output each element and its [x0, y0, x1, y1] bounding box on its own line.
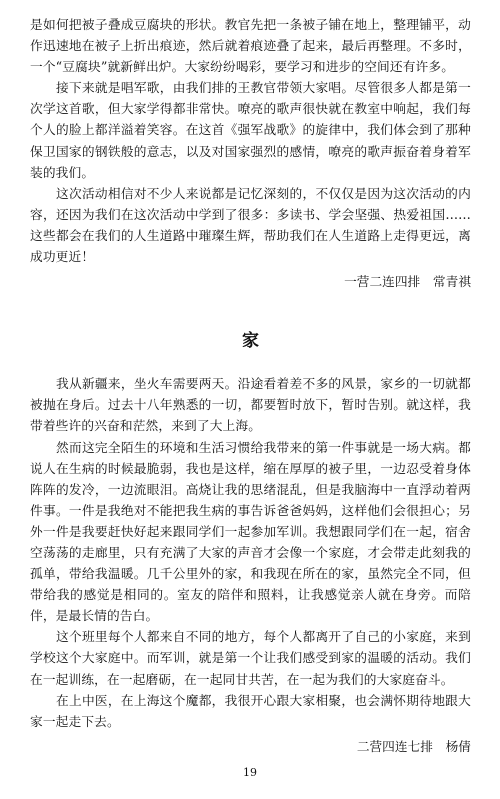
essay-2-paragraph-4: 在上中医，在上海这个魔都，我很开心跟大家相聚，也会满怀期待地跟大家一起走下去。	[30, 692, 471, 729]
essay-2-title: 家	[242, 331, 259, 352]
essay-1	[30, 14, 471, 292]
essay-1-signature: 一营二连四排 常青祺	[344, 274, 471, 290]
essay-2-signature: 二营四连七排 杨倩	[356, 738, 471, 754]
essay-1-paragraph-3: 这次活动相信对不少人来说都是记忆深刻的，不仅仅是因为这次活动的内容，还因为我们在这次活动中学到了很多：多读书、学会坚强、热爱祖国……这些都会在我们的人生道路中璀璨生辉，帮助我们在人生道路上走得更远，离成功更近！	[30, 185, 471, 265]
essay-1-paragraph-2: 接下来就是唱军歌，由我们排的王教官带领大家唱。尽管很多人都是第一次学这首歌，但大家学得都非常快。嘹亮的歌声很快就在教室中响起，我们每个人的脸上都洋溢着笑容。在这首《强军战歌》的旋律中，我们体会到了那种保卫国家的钢铁般的意志，以及对国家强烈的感情，嘹亮的歌声振奋着身着军装的我们。	[30, 80, 471, 180]
page-content	[30, 14, 471, 757]
essay-2-paragraph-2: 然而这完全陌生的环境和生活习惯给我带来的第一件事就是一场大病。都说人在生病的时候最脆弱，我也是这样，缩在厚厚的被子里，一边忍受着身体阵阵的发冷，一边流眼泪。高烧让我的思绪混乱，但是我脑海中一直浮动着两件事。一件是我绝对不能把我生病的事告诉爸爸妈妈，这样他们会很担心；另外一件是我要赶快好起来跟同学们一起参加军训。我想跟同学们在一起，宿舍空荡荡的走廊里，只有充满了大家的声音才会像一个家庭，才会带走此刻我的孤单，带给我温暖。几千公里外的家，和我现在所在的家，虽然完全不同，但带给我的感觉是相同的。室友的陪伴和照料，让我感觉亲人就在身旁。而陪伴，是最长情的告白。	[30, 439, 471, 624]
essay-2-paragraph-1: 我从新疆来，坐火车需要两天。沿途看着差不多的风景，家乡的一切就都被抛在身后。过去十八年熟悉的一切，都要暂时放下，暂时告别。就这样，我带着些许的兴奋和茫然，来到了大上海。	[30, 376, 471, 434]
page-number: 19	[243, 766, 257, 779]
essay-1-paragraph-1: 是如何把被子叠成豆腐块的形状。教官先把一条被子铺在地上，整理铺平，动作迅速地在被子上折出痕迹，然后就着痕迹叠了起来，最后再整理。不多时，一个“豆腐块”就新鲜出炉。大家纷纷喝彩，要学习和进步的空间还有许多。	[30, 17, 471, 75]
essay-2-paragraph-3: 这个班里每个人都来自不同的地方，每个人都离开了自己的小家庭，来到学校这个大家庭中。而军训，就是第一个让我们感受到家的温暖的活动。我们在一起训练，在一起磨砺，在一起同甘共苦，在一起为我们的大家庭奋斗。	[30, 629, 471, 687]
essay-2	[30, 330, 471, 757]
